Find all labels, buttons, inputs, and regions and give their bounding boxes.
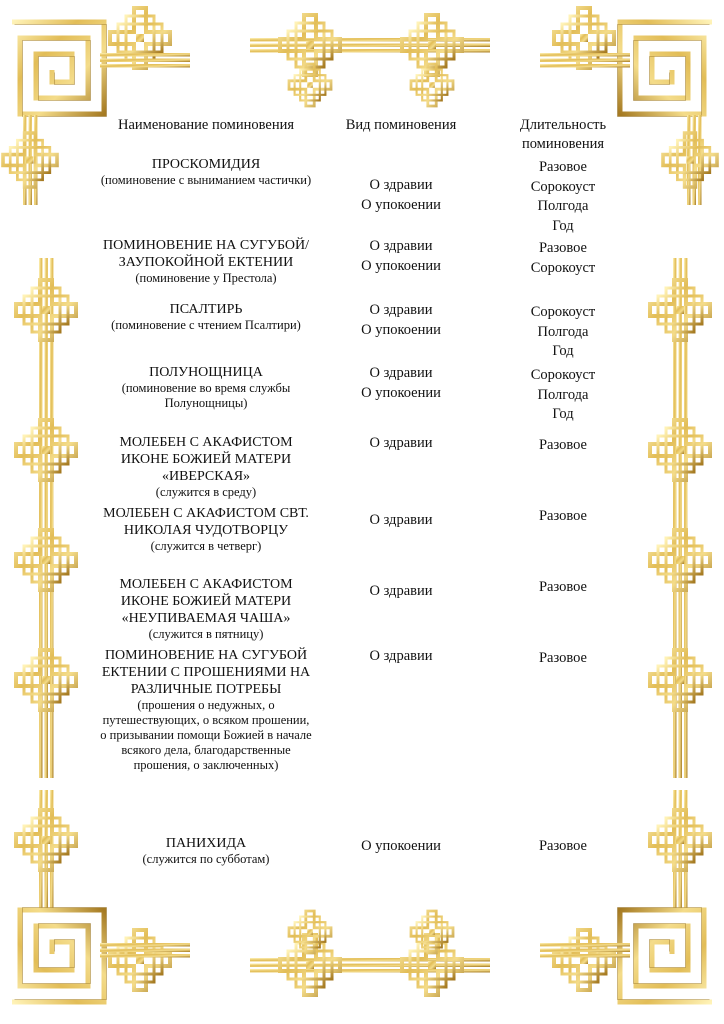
header-duration: Длительность поминовения — [519, 117, 607, 152]
service-cell — [100, 301, 312, 364]
service-note: (служится в пятницу) — [148, 627, 264, 641]
table-row — [100, 364, 640, 434]
kind-cell — [312, 434, 486, 505]
duration-item: Полгода — [537, 323, 589, 340]
service-name: МОЛЕБЕН С АКАФИСТОМ ИКОНЕ БОЖИЕЙ МАТЕРИ «ИВЕРСКАЯ» — [119, 435, 293, 484]
table-row — [100, 156, 640, 237]
header-name: Наименование поминовения — [117, 117, 295, 133]
commemoration-table — [100, 116, 640, 875]
duration-item: Полгода — [537, 386, 589, 403]
table-row — [100, 647, 640, 835]
service-cell — [100, 434, 312, 505]
duration-item: Разовое — [538, 159, 587, 175]
kind-cell — [312, 647, 486, 835]
kind-cell — [312, 576, 486, 647]
service-cell — [100, 237, 312, 301]
duration-cell — [486, 156, 640, 237]
corner-ornament-bottom-right — [540, 908, 712, 1003]
duration-cell — [486, 364, 640, 434]
kind-cell — [312, 156, 486, 237]
duration-cell — [486, 237, 640, 301]
kind-item: О здравии — [369, 435, 433, 451]
table-row — [100, 576, 640, 647]
duration-item: Сорокоуст — [530, 178, 596, 195]
kind-item: О упокоении — [361, 196, 441, 213]
kind-item: О упокоении — [361, 384, 441, 401]
kind-cell — [312, 835, 486, 875]
duration-cell — [486, 434, 640, 505]
duration-item: Разовое — [538, 579, 587, 595]
table-row — [100, 237, 640, 301]
kind-item: О здравии — [369, 512, 433, 528]
header-kind: Вид поминовения — [345, 117, 457, 133]
service-name: МОЛЕБЕН С АКАФИСТОМ СВТ. НИКОЛАЯ ЧУДОТВОРЦУ — [103, 506, 309, 538]
kind-item: О упокоении — [361, 838, 441, 854]
service-cell — [100, 364, 312, 434]
service-note: (поминовение у Престола) — [135, 271, 277, 285]
duration-cell — [486, 505, 640, 576]
service-name: ПОМИНОВЕНИЕ НА СУГУБОЙ/ЗАУПОКОЙНОЙ ЕКТЕНИИ — [102, 238, 309, 270]
kind-item: О упокоении — [361, 321, 441, 338]
duration-item: Сорокоуст — [530, 259, 596, 276]
duration-item: Разовое — [538, 650, 587, 666]
service-cell — [100, 505, 312, 576]
corner-ornament-bottom-left — [12, 908, 190, 1003]
table-row — [100, 434, 640, 505]
table-header — [100, 116, 640, 156]
duration-item: Разовое — [538, 437, 587, 453]
table-row — [100, 505, 640, 576]
service-note: (поминовение во время службы Полунощницы) — [121, 381, 291, 410]
kind-item: О здравии — [369, 365, 433, 381]
duration-item: Разовое — [538, 240, 587, 256]
table-body — [100, 156, 640, 875]
table-row — [100, 301, 640, 364]
kind-cell — [312, 301, 486, 364]
kind-item: О здравии — [369, 177, 433, 193]
duration-item: Год — [552, 406, 574, 422]
kind-item: О здравии — [369, 583, 433, 599]
duration-item: Разовое — [538, 838, 587, 854]
service-note: (прошения о недужных, о путешествующих, о всяком прошении, о призывании помощи Божией в начале всякого дела, благодарственные прошения, о заключенных) — [100, 698, 312, 772]
bottom-center-ornament — [250, 911, 490, 995]
service-name: ПАНИХИДА — [165, 836, 247, 851]
duration-item: Полгода — [537, 198, 589, 214]
service-name: ПРОСКОМИДИЯ — [151, 157, 261, 172]
service-note: (служится в четверг) — [150, 539, 262, 553]
service-note: (служится по субботам) — [142, 852, 270, 866]
service-name: ПОЛУНОЩНИЦА — [149, 365, 263, 380]
kind-cell — [312, 505, 486, 576]
kind-item: О здравии — [369, 302, 433, 318]
duration-item: Сорокоуст — [530, 304, 596, 320]
duration-item: Год — [552, 343, 574, 359]
service-note: (поминовение с выниманием частички) — [100, 173, 312, 187]
kind-item: О здравии — [369, 648, 433, 664]
duration-cell — [486, 301, 640, 364]
right-side-ornament — [650, 258, 710, 910]
service-name: МОЛЕБЕН С АКАФИСТОМ ИКОНЕ БОЖИЕЙ МАТЕРИ «НЕУПИВАЕМАЯ ЧАША» — [119, 577, 293, 626]
table-row — [100, 835, 640, 875]
service-name: ПОМИНОВЕНИЕ НА СУГУБОЙ ЕКТЕНИИ С ПРОШЕНИЯМИ НА РАЗЛИЧНЫЕ ПОТРЕБЫ — [101, 648, 311, 697]
kind-item: О здравии — [369, 238, 433, 254]
service-cell — [100, 647, 312, 835]
service-cell — [100, 156, 312, 237]
service-name: ПСАЛТИРЬ — [169, 302, 243, 317]
top-center-ornament — [250, 15, 490, 106]
service-cell — [100, 835, 312, 875]
service-cell — [100, 576, 312, 647]
duration-cell — [486, 835, 640, 875]
duration-cell — [486, 576, 640, 647]
kind-cell — [312, 237, 486, 301]
duration-item: Год — [552, 217, 574, 234]
left-side-ornament — [16, 258, 76, 910]
duration-cell — [486, 647, 640, 835]
duration-item: Сорокоуст — [530, 367, 596, 383]
service-note: (поминовение с чтением Псалтири) — [111, 318, 301, 332]
kind-item: О упокоении — [361, 257, 441, 274]
duration-item: Разовое — [538, 508, 587, 524]
kind-cell — [312, 364, 486, 434]
service-note: (служится в среду) — [155, 485, 257, 499]
